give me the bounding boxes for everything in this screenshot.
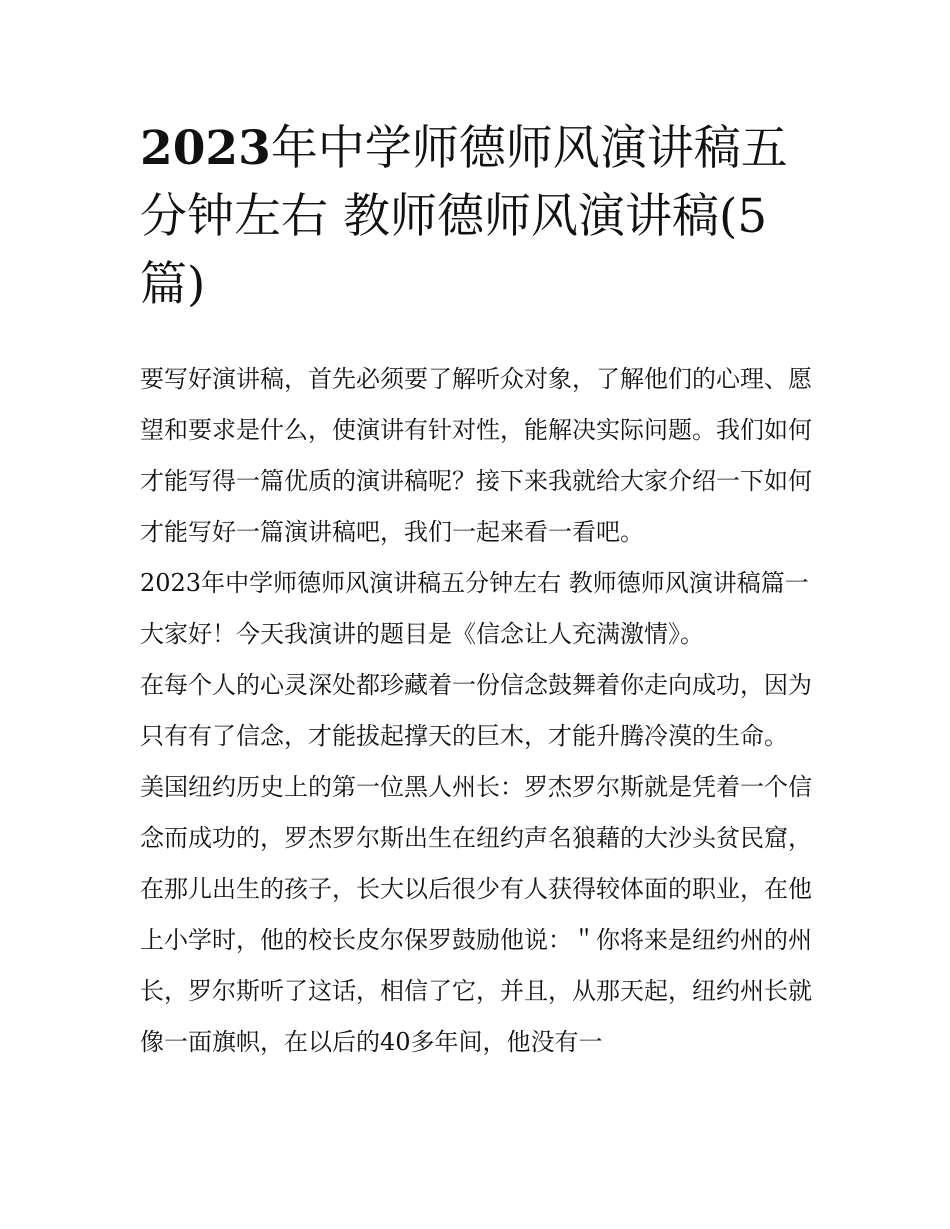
document-title-year: 2023 [140, 121, 271, 176]
paragraph-speech-opening: 2023年中学师德师风演讲稿五分钟左右 教师德师风演讲稿篇一 大家好！今天我演讲的题目是《信念让人充满激情》。 [140, 569, 809, 648]
document-title-text: 年中学师德师风演讲稿五分钟左右 教师德师风演讲稿(5篇) [140, 121, 788, 312]
paragraph-intro: 要写好演讲稿，首先必须要了解听众对象，了解他们的心理、愿望和要求是什么，使演讲有针对性，能解决实际问题。我们如何才能写得一篇优质的演讲稿呢？接下来我就给大家介绍一下如何才能写好一篇演讲稿吧，我们一起来看一看吧。 [140, 365, 812, 546]
paragraph-belief: 在每个人的心灵深处都珍藏着一份信念鼓舞着你走向成功，因为只有有了信念，才能拔起撑天的巨木，才能升腾冷漠的生命。 [140, 671, 812, 750]
document-title [140, 115, 820, 319]
document-body [140, 354, 815, 1068]
paragraph-story: 美国纽约历史上的第一位黑人州长：罗杰罗尔斯就是凭着一个信念而成功的，罗杰罗尔斯出生在纽约声名狼藉的大沙头贫民窟，在那儿出生的孩子，长大以后很少有人获得较体面的职业，在他上小学时，他的校长皮尔保罗鼓励他说：＂你将来是纽约州的州长，罗尔斯听了这话，相信了它，并且，从那天起，纽约州长就像一面旗帜，在以后的40多年间，他没有一 [140, 773, 812, 1056]
